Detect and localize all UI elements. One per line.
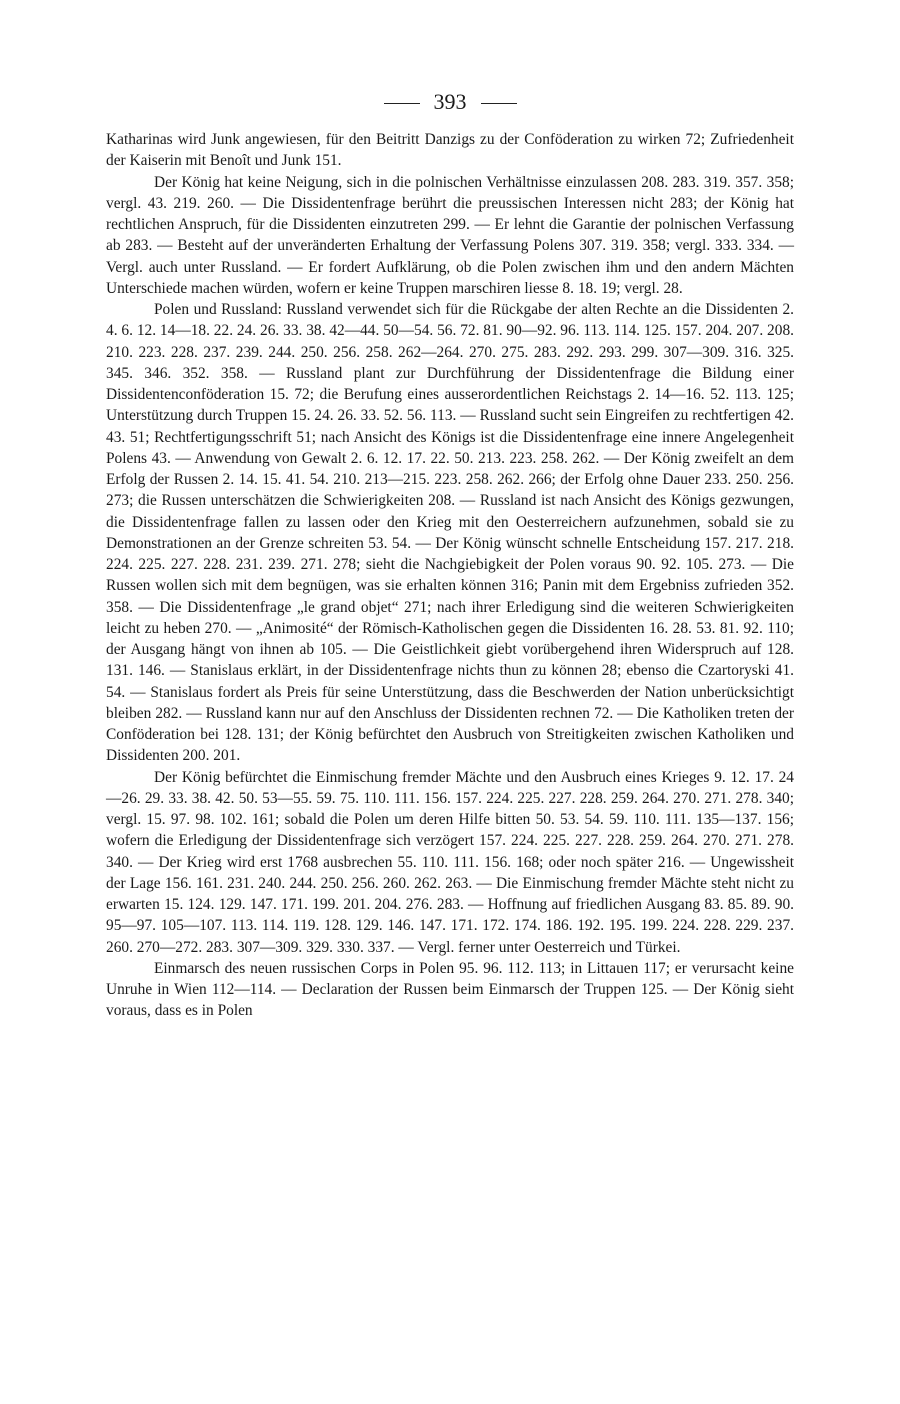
page-header xyxy=(0,88,900,116)
page-number: 393 xyxy=(433,89,467,114)
index-text xyxy=(106,129,794,1022)
paragraph-1: Katharinas wird Junk angewiesen, für den Beitritt Danzigs zu der Conföderation zu wirken 72; Zufriedenheit der Kaiserin mit Benoît und Junk 151. xyxy=(106,131,794,170)
paragraph-5: Einmarsch des neuen russischen Corps in Polen 95. 96. 112. 113; in Littauen 117; er verursacht keine Unruhe in Wien 112—114. — Declaration der Russen beim Einmarsch der Truppen 125. — Der König sieht voraus, dass es in Polen xyxy=(106,959,794,1020)
paragraph-3: Polen und Russland: Russland verwendet sich für die Rückgabe der alten Rechte an die Dissidenten 2. 4. 6. 12. 14—18. 22. 24. 26. 33. 38. 42—44. 50—54. 56. 72. 81. 90—92. 96. 113. 114. 125. 157. 204. 207. 208. 210. 223. 228. 237. 239. 244. 250. 256. 258. 262—264. 270. 275. 283. 292. 293. 299. 307—309. 316. 325. 345. 346. 352. 358. — Russland plant zur Durchführung der Dissidentenfrage die Bildung einer Dissidentenconföderation 15. 72; die Berufung eines ausserordentlichen Reichstags 2. 14—16. 52. 113. 125; Unterstützung durch Truppen 15. 24. 26. 33. 52. 56. 113. — Russland sucht sein Eingreifen zu rechtfertigen 42. 43. 51; Rechtfertigungsschrift 51; nach Ansicht des Königs ist die Dissidentenfrage eine innere Angelegenheit Polens 43. — Anwendung von Gewalt 2. 6. 12. 17. 22. 50. 213. 223. 258. 262. — Der König zweifelt an dem Erfolg der Russen 2. 14. 15. 41. 54. 210. 213—215. 223. 258. 262. 266; der Erfolg ohne Dauer 233. 250. 256. 273; die Russen unterschätzen die Schwierigkeiten 208. — Russland ist nach Ansicht des Königs gezwungen, die Dissidentenfrage fallen zu lassen oder den Krieg mit den Oesterreichern aufzunehmen, sobald sie zu Demonstrationen an der Grenze schreiten 53. 54. — Der König wünscht schnelle Entscheidung 157. 217. 218. 224. 225. 227. 228. 231. 239. 271. 278; sieht die Nachgiebigkeit der Polen voraus 90. 92. 105. 273. — Die Russen wollen sich mit dem begnügen, was sie erhalten können 316; Panin mit dem Ergebniss zufrieden 352. 358. — Die Dissidentenfrage „le grand objet“ 271; nach ihrer Erledigung sind die weiteren Schwierigkeiten leicht zu heben 270. — „Animosité“ der Römisch-Katholischen gegen die Dissidenten 16. 28. 53. 81. 92. 110; der Ausgang hängt von ihnen ab 105. — Die Geistlichkeit giebt vorübergehend ihren Widerspruch auf 128. 131. 146. — Stanislaus erklärt, in der Dissidentenfrage nichts thun zu können 28; ebenso die Czartoryski 41. 54. — Stanislaus fordert als Preis für seine Unterstützung, dass die Beschwerden der Nation unberücksichtigt bleiben 282. — Russland kann nur auf den Anschluss der Dissidenten rechnen 72. — Die Katholiken treten der Conföderation bei 128. 131; der König befürchtet den Ausbruch von Streitigkeiten zwischen Katholiken und Dissidenten 200. 201. xyxy=(106,301,794,765)
paragraph-2: Der König hat keine Neigung, sich in die polnischen Verhältnisse einzulassen 208. 283. 319. 357. 358; vergl. 43. 219. 260. — Die Dissidentenfrage berührt die preussischen Interessen nicht 283; der König hat rechtlichen Anspruch, für die Dissidenten einzutreten 299. — Er lehnt die Garantie der polnischen Verfassung ab 283. — Besteht auf der unveränderten Erhaltung der Verfassung Polens 307. 319. 358; vergl. 333. 334. — Vergl. auch unter Russland. — Er fordert Aufklärung, ob die Polen zwischen ihm und den andern Mächten Unterschiede machen würden, wofern er keine Truppen marschiren liesse 8. 18. 19; vergl. 28. xyxy=(106,173,794,297)
header-rule-left xyxy=(384,103,420,104)
paragraph-4: Der König befürchtet die Einmischung fremder Mächte und den Ausbruch eines Krieges 9. 12. 17. 24—26. 29. 33. 38. 42. 50. 53—55. 59. 75. 110. 111. 156. 157. 224. 225. 227. 228. 259. 264. 270. 271. 278. 340; vergl. 15. 97. 98. 102. 161; sobald die Polen um deren Hilfe bitten 50. 53. 54. 59. 110. 111. 135—137. 156; wofern die Erledigung der Dissidentenfrage sich verzögert 157. 224. 225. 227. 228. 259. 264. 270. 271. 278. 340. — Der Krieg wird erst 1768 ausbrechen 55. 110. 111. 156. 168; oder noch später 216. — Ungewissheit der Lage 156. 161. 231. 240. 244. 250. 256. 260. 262. 263. — Die Einmischung fremder Mächte steht nicht zu erwarten 15. 124. 129. 147. 171. 199. 201. 204. 276. 283. — Hoffnung auf friedlichen Ausgang 83. 85. 89. 90. 95—97. 105—107. 113. 114. 119. 128. 129. 146. 147. 171. 172. 174. 186. 192. 195. 199. 224. 228. 229. 237. 260. 270—272. 283. 307—309. 329. 330. 337. — Vergl. ferner unter Oesterreich und Türkei. xyxy=(106,768,794,956)
header-rule-right xyxy=(481,103,517,104)
